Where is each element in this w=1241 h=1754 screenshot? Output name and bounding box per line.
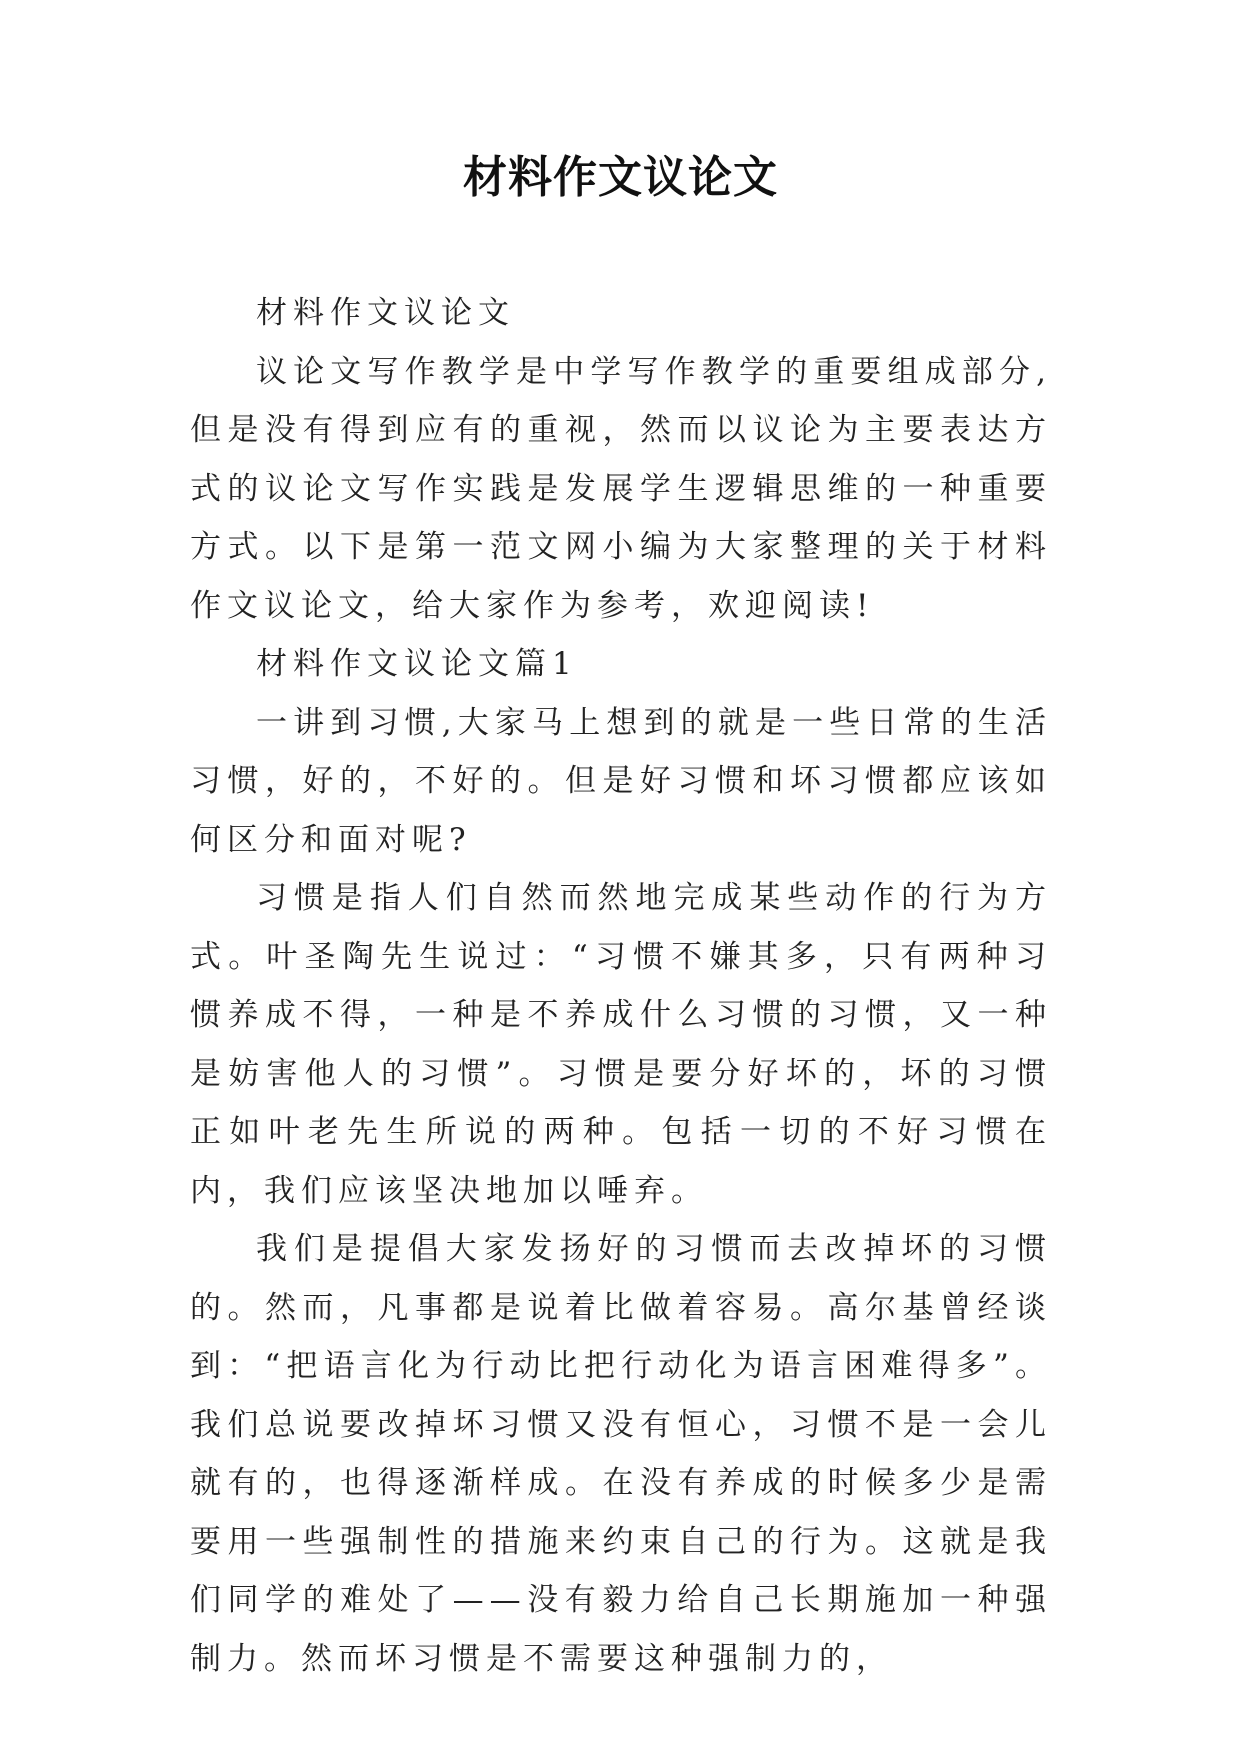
paragraph-section-title: 材料作文议论文篇1 (256, 646, 578, 682)
document-title: 材料作文议论文 (463, 152, 778, 203)
paragraph-body: 一讲到习惯,大家马上想到的就是一些日常的生活习惯，好的，不好的。但是好习惯和坏习惯都应该如何区分和面对呢? (190, 704, 1052, 858)
document-body (190, 284, 1052, 1688)
paragraph-heading: 材料作文议论文 (256, 295, 515, 331)
paragraph-body: 习惯是指人们自然而然地完成某些动作的行为方式。叶圣陶先生说过：“习惯不嫌其多，只有两种习惯养成不得，一种是不养成什么习惯的习惯，又一种是妨害他人的习惯”。习惯是要分好坏的，坏的习惯正如叶老先生所说的两种。包括一切的不好习惯在内，我们应该坚决地加以唾弃。 (190, 880, 1052, 1209)
paragraph-body: 我们是提倡大家发扬好的习惯而去改掉坏的习惯的。然而，凡事都是说着比做着容易。高尔基曾经谈到：“把语言化为行动比把行动化为语言困难得多”。我们总说要改掉坏习惯又没有恒心，习惯不是一会儿就有的，也得逐渐样成。在没有养成的时候多少是需要用一些强制性的措施来约束自己的行为。这就是我们同学的难处了——没有毅力给自己长期施加一种强制力。然而坏习惯是不需要这种强制力的， (190, 1231, 1052, 1677)
paragraph-intro: 议论文写作教学是中学写作教学的重要组成部分,但是没有得到应有的重视，然而以议论为主要表达方式的议论文写作实践是发展学生逻辑思维的一种重要方式。以下是第一范文网小编为大家整理的关于材料作文议论文，给大家作为参考，欢迎阅读! (190, 353, 1052, 624)
